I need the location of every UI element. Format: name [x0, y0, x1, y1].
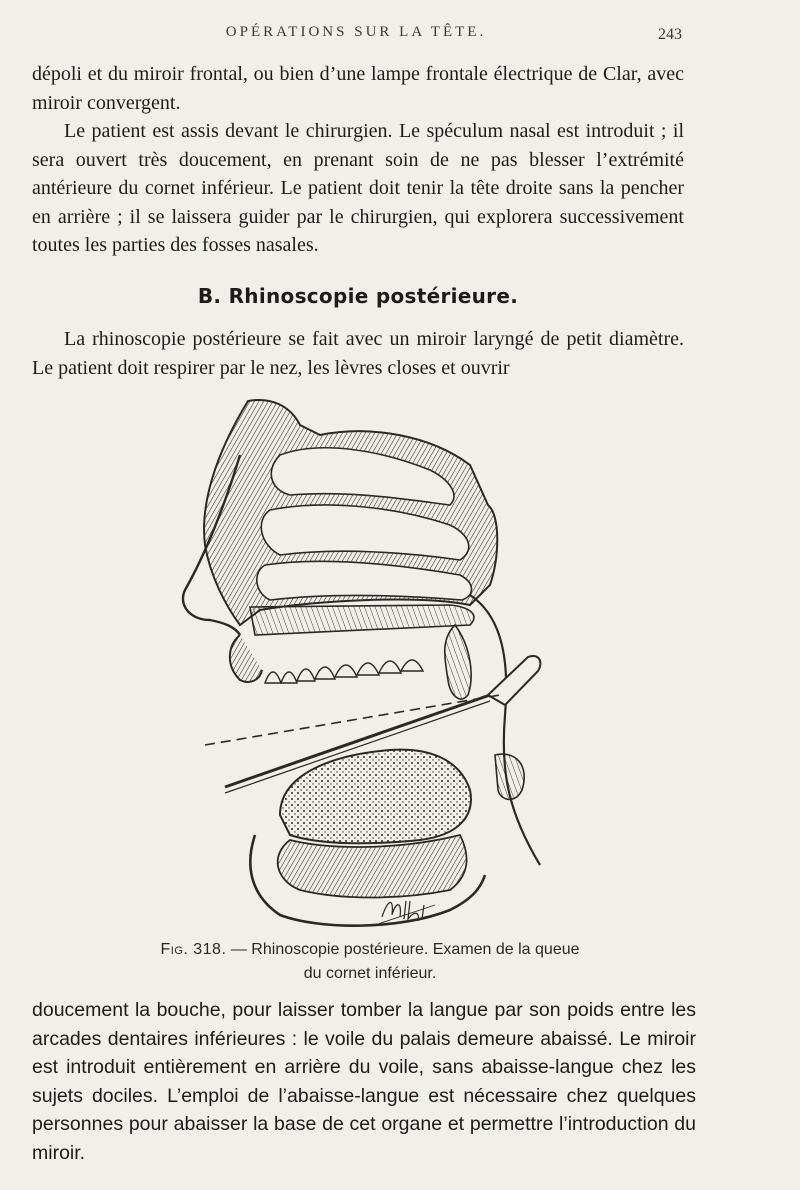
page-number: 243: [658, 26, 682, 43]
paragraph-rhinoscopy-intro: La rhinoscopie postérieure se fait avec un miroir laryngé de petit diamètre. Le patient doit respirer par le nez, les lèvres closes et ouvrir: [32, 328, 684, 379]
caption-text-1: — Rhinoscopie postérieure. Examen de la queue: [230, 941, 580, 958]
upper-lip: [230, 635, 262, 682]
floor-of-mouth: [278, 835, 467, 898]
paragraph-mirror-technique: doucement la bouche, pour laisser tomber la langue par son poids entre les arcades dentaires inférieures : le voile du palais demeure abaissé. Le miroir est introduit entièrement en arrière du voile, sans abaisse-langue chez les sujets dociles. L’emploi de l’abaisse-langue est nécessaire chez quelques personnes pour abaisser la base de cet organe et permettre l’introduction du miroir.: [32, 999, 696, 1164]
figure-caption: [100, 938, 640, 986]
paragraph-continued: dépoli et du miroir frontal, ou bien d’une lampe frontale électrique de Clar, avec miroir convergent.: [32, 63, 684, 114]
epiglottis: [495, 754, 524, 799]
caption-line-1: [100, 938, 640, 962]
upper-teeth: [265, 660, 423, 683]
text-block-bottom: [32, 996, 696, 1167]
section-heading: B. Rhinoscopie postérieure.: [197, 284, 519, 308]
figure-illustration: [170, 395, 570, 935]
pharynx-wall: [470, 595, 540, 865]
text-block-mid: [32, 325, 684, 382]
figure-label: Fig. 318.: [160, 941, 227, 958]
hard-palate: [250, 605, 474, 635]
mirror-sightline: [205, 695, 500, 745]
soft-palate: [445, 625, 471, 699]
text-block-top: [32, 60, 684, 260]
laryngeal-mirror: [488, 656, 540, 705]
paragraph-patient-position: Le patient est assis devant le chirurgien. Le spéculum nasal est introduit ; il sera ouvert très doucement, en prenant soin de ne pas blesser l’extrémité antérieure du cornet inférieur. Le patient doit tenir la tête droite sans la pencher en arrière ; il se laissera guider par le chirurgien, qui explorera successivement toutes les parties des fosses nasales.: [32, 120, 684, 256]
running-head: OPÉRATIONS SUR LA TÊTE.: [225, 24, 487, 40]
sagittal-section-drawing: [170, 395, 570, 935]
caption-line-2: du cornet inférieur.: [303, 965, 437, 982]
